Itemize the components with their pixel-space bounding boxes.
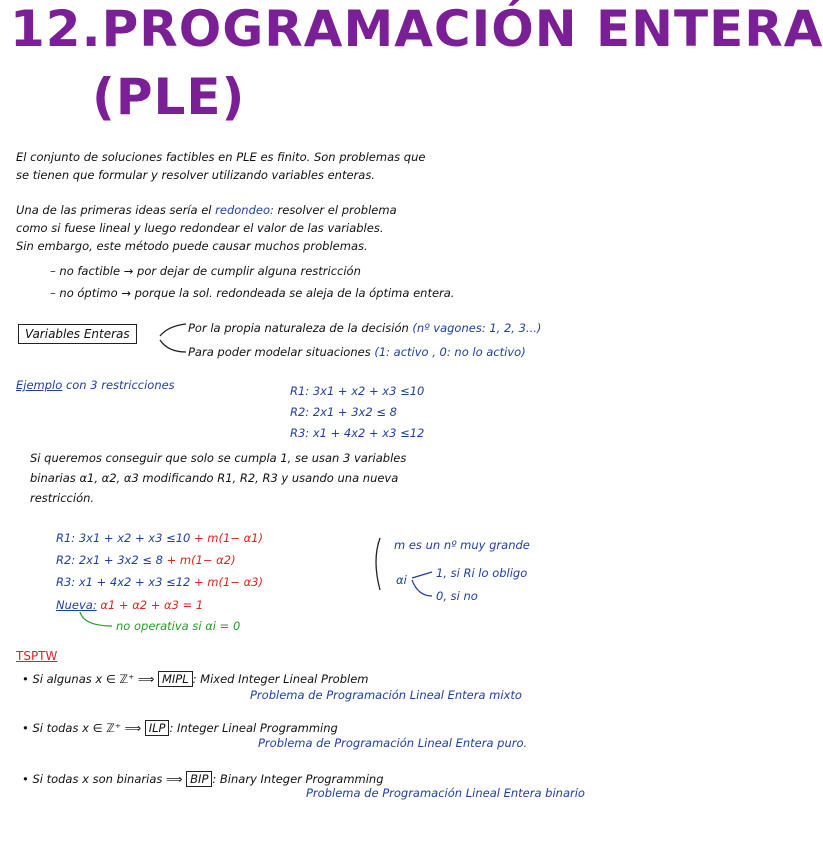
constraint-r3: R3: x1 + 4x2 + x3 ≤12 (290, 426, 425, 440)
constraint-r1: R1: 3x1 + x2 + x3 ≤10 (290, 384, 425, 398)
modified-r1-term: + m(1− α1) (194, 531, 263, 545)
ejemplo-label: Ejemplo (16, 378, 63, 392)
bip-tag: BIP (186, 771, 212, 787)
modified-r2-base: R2: 2x1 + 3x2 ≤ 8 (56, 553, 163, 567)
modified-r3 (56, 575, 263, 589)
bullet-3-condition: • Si todas x son binarias (22, 772, 163, 786)
mipl-tag: MIPL (158, 671, 193, 687)
no-operativa-note: no operativa si αi = 0 (116, 619, 241, 633)
variables-enteras-box: Variables Enteras (18, 324, 137, 344)
modified-r1-base: R1: 3x1 + x2 + x3 ≤10 (56, 531, 191, 545)
branch-1-example: (nº vagones: 1, 2, 3...) (412, 321, 542, 335)
modified-r1 (56, 531, 263, 545)
intro-line-1: El conjunto de soluciones factibles en PLE es finito. Son problemas que (16, 150, 426, 164)
page-subtitle: (PLE) (92, 68, 246, 126)
modified-r3-term: + m(1− α3) (194, 575, 263, 589)
arrow-icon: ⟹ (166, 772, 183, 786)
alpha-case-1: 1, si Ri lo obligo (436, 566, 528, 580)
ejemplo-para-2: binarias α1, α2, α3 modificando R1, R2, R3 y usando una nueva (30, 471, 399, 485)
bullet-1-condition: • Si algunas x ∈ ℤ⁺ (22, 672, 135, 686)
bullet-2-condition: • Si todas x ∈ ℤ⁺ (22, 721, 121, 735)
arrow-icon: ⟹ (137, 672, 155, 686)
bullet-3-english: : Binary Integer Programming (212, 772, 384, 786)
page-title: 12.PROGRAMACIÓN ENTERA (10, 0, 823, 58)
redondeo-text-c: resolver el problema (277, 203, 397, 217)
redondeo-bullet-2: – no óptimo → porque la sol. redondeada se aleja de la óptima entera. (50, 286, 455, 300)
tsptw-bullet-1 (22, 672, 368, 686)
nueva-restriccion (56, 598, 203, 612)
constraint-r2: R2: 2x1 + 3x2 ≤ 8 (290, 405, 397, 419)
redondeo-line-3: Sin embargo, este método puede causar muchos problemas. (16, 239, 368, 253)
bullet-2-english: : Integer Lineal Programming (169, 721, 338, 735)
variables-branch-1 (188, 321, 541, 335)
intro-line-2: se tienen que formular y resolver utilizando variables enteras. (16, 168, 375, 182)
ejemplo-para-1: Si queremos conseguir que solo se cumpla 1, se usan 3 variables (30, 451, 407, 465)
m-note: m es un nº muy grande (394, 538, 530, 552)
ilp-tag: ILP (145, 720, 170, 736)
redondeo-keyword: redondeo: (215, 203, 274, 217)
branch-2-example: (1: activo , 0: no lo activo) (374, 345, 526, 359)
tsptw-heading: TSPTW (16, 649, 58, 663)
branch-1-text: Por la propia naturaleza de la decisión (188, 321, 409, 335)
redondeo-bullet-1: – no factible → por dejar de cumplir alguna restricción (50, 264, 361, 278)
modified-r2 (56, 553, 236, 567)
alpha-label: αi (396, 573, 407, 587)
ejemplo-text: con 3 restricciones (65, 378, 175, 392)
tsptw-bullet-3 (22, 772, 384, 786)
ejemplo-para-3: restricción. (30, 491, 95, 505)
arrow-icon: ⟹ (124, 721, 142, 735)
tsptw-bullet-2 (22, 721, 338, 735)
variables-branch-2 (188, 345, 526, 359)
bullet-1-spanish: Problema de Programación Lineal Entera mixto (250, 688, 522, 702)
branch-2-text: Para poder modelar situaciones (188, 345, 371, 359)
redondeo-line-2: como si fuese lineal y luego redondear el valor de las variables. (16, 221, 384, 235)
nueva-label: Nueva: (56, 598, 97, 612)
nueva-equation: α1 + α2 + α3 = 1 (100, 598, 204, 612)
modified-r3-base: R3: x1 + 4x2 + x3 ≤12 (56, 575, 191, 589)
modified-r2-term: + m(1− α2) (166, 553, 236, 567)
bullet-2-spanish: Problema de Programación Lineal Entera puro. (258, 736, 528, 750)
ejemplo-header (16, 378, 175, 392)
alpha-case-0: 0, si no (436, 589, 478, 603)
bullet-1-english: : Mixed Integer Lineal Problem (192, 672, 369, 686)
bullet-3-spanish: Problema de Programación Lineal Entera binario (306, 786, 585, 800)
redondeo-text-a: Una de las primeras ideas sería el (16, 203, 212, 217)
